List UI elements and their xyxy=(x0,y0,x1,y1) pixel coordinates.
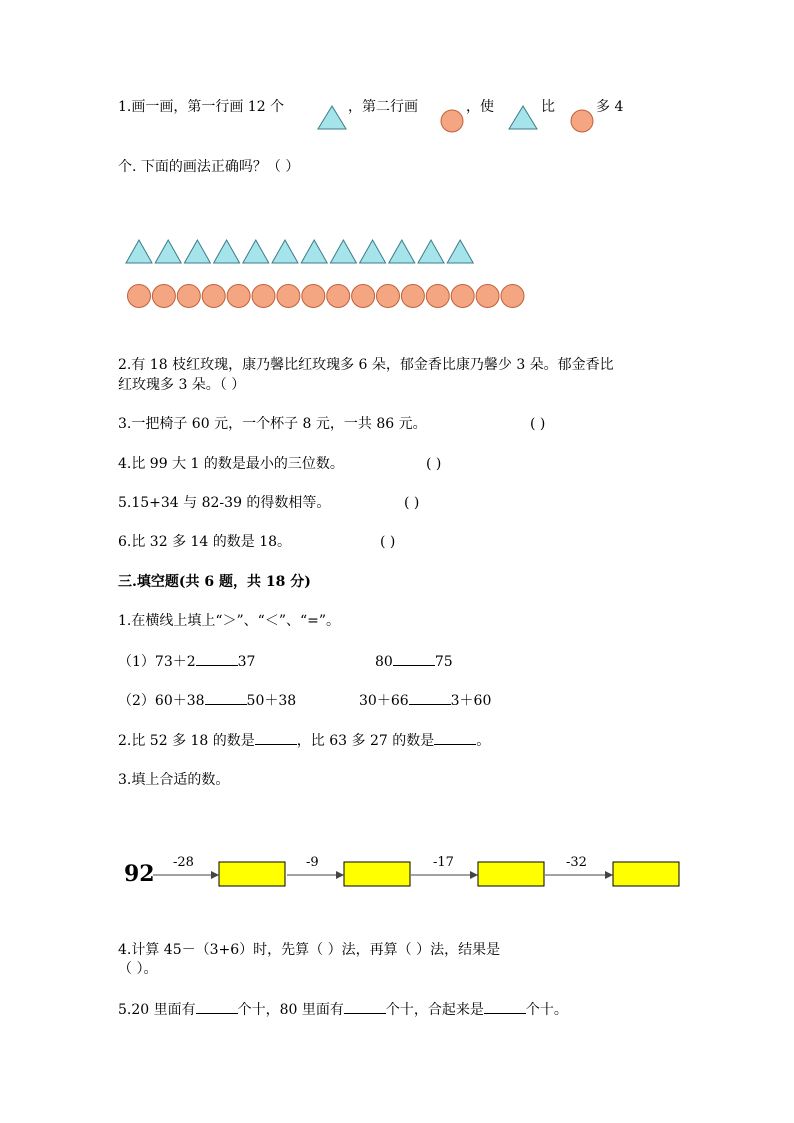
f2-text-c: 。 xyxy=(476,733,491,749)
q1-text-b: ，第二行画 xyxy=(348,99,418,115)
f1-r1b-label: 80 xyxy=(375,654,393,670)
f1-r1a-after: 37 xyxy=(237,654,256,670)
q1-text-a: 1.画一画，第一行画 12 个 xyxy=(118,99,285,115)
answer-box[interactable] xyxy=(613,862,679,886)
f1-prompt: 1.在横线上填上“＞”、“＜”、“=”。 xyxy=(118,613,341,629)
f1-r2a-label: （2）60＋38 xyxy=(118,693,205,709)
f3-start-number: 92 xyxy=(124,861,155,887)
q2-line1: 2.有 18 枝红玫瑰，康乃馨比红玫瑰多 6 朵，郁金香比康乃馨少 3 朵。郁金香比 xyxy=(118,357,614,373)
f5-text-d: 个十。 xyxy=(525,1002,568,1018)
q5-text: 5.15+34 与 82-39 的得数相等。 xyxy=(118,495,331,511)
f3-op-2: -9 xyxy=(306,855,319,870)
q3-answer-paren[interactable]: ( ) xyxy=(530,416,546,432)
f2-text-a: 2.比 52 多 18 的数是 xyxy=(118,733,255,749)
f5-text-a: 5.20 里面有 xyxy=(118,1002,196,1018)
section3-title: 三.填空题(共 6 题，共 18 分) xyxy=(118,574,311,590)
f5-blank-2[interactable] xyxy=(344,999,386,1014)
f1-r2b-after: 3＋60 xyxy=(450,693,492,709)
q6-text: 6.比 32 多 14 的数是 18。 xyxy=(118,534,292,550)
answer-box[interactable] xyxy=(344,862,410,886)
q4-text: 4.比 99 大 1 的数是最小的三位数。 xyxy=(118,456,344,472)
answer-box[interactable] xyxy=(219,862,285,886)
f1-r1a-label: （1）73＋2 xyxy=(118,654,196,670)
f1-r2b-label: 30＋66 xyxy=(359,693,409,709)
f3-prompt: 3.填上合适的数。 xyxy=(118,772,230,788)
f5-blank-3[interactable] xyxy=(484,999,526,1014)
answer-box[interactable] xyxy=(478,862,544,886)
q1-text-c: ，使 xyxy=(466,99,494,115)
q1-text-d: 比 xyxy=(541,99,555,115)
f3-op-4: -32 xyxy=(566,855,587,870)
f3-op-3: -17 xyxy=(433,855,454,870)
f5-line xyxy=(118,999,568,1020)
f5-text-c: 个十，合起来是 xyxy=(385,1002,484,1018)
f3-op-1: -28 xyxy=(173,855,194,870)
f2-text-b: ，比 63 多 27 的数是 xyxy=(296,733,435,749)
f4-line2: （ ）。 xyxy=(118,961,158,977)
q6-answer-paren[interactable]: ( ) xyxy=(380,534,396,550)
f4-line1: 4.计算 45－（3+6）时，先算（ ）法，再算（ ）法，结果是 xyxy=(118,942,501,958)
q3-text: 3.一把椅子 60 元，一个杯子 8 元，一共 86 元。 xyxy=(118,416,427,432)
f1-r1b-after: 75 xyxy=(434,654,453,670)
q2-line2: 红玫瑰多 3 朵。（ ） xyxy=(118,377,246,393)
q1-line2: 个. 下面的画法正确吗？（ ） xyxy=(118,159,300,175)
f5-text-b: 个十，80 里面有 xyxy=(237,1002,344,1018)
f5-blank-1[interactable] xyxy=(196,999,238,1014)
q4-answer-paren[interactable]: ( ) xyxy=(426,456,442,472)
f1-r2a-after: 50＋38 xyxy=(246,693,297,709)
q1-text-e: 多 4 xyxy=(596,99,624,115)
q5-answer-paren[interactable]: ( ) xyxy=(404,495,420,511)
